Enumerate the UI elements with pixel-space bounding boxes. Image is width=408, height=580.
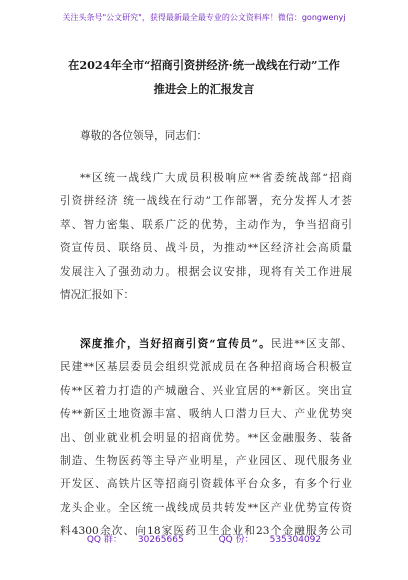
header-promo-note: 关注头条号"公文研究"，获得最新最全最专业的公文资料库！微信：gongwenyj [62, 13, 346, 22]
paragraph-line: 民建**区基层委员会组织党派成员在各种招商场合积极宣 [60, 361, 352, 374]
document-title-line-1: 在2024年全市“招商引资拼经济·统一战线在行动”工作 [68, 58, 340, 72]
footer-qq2-label: QQ 份： [218, 535, 254, 545]
paragraph-line: 龙头企业。全区统一战线成员共转发**区产业优势宣传资 [60, 501, 352, 514]
paragraph-line: 传**新区土地资源丰富、吸纳人口潜力巨大、产业优势突 [60, 408, 352, 421]
paragraph-line: **区统一战线广大成员积极响应**省委统战部“招商 [80, 172, 352, 184]
paragraph-line: 制造、生物医药等主导产业明星，产业园区、现代服务业 [60, 454, 352, 467]
footer-qq-label: QQ 群： [86, 535, 122, 545]
paragraph-line-rest: 民进**区支部、 [270, 338, 353, 350]
paragraph-line: 传**区着力打造的产城融合、兴业宜居的**新区。突出宣 [60, 384, 352, 397]
paragraph-first-line [60, 333, 352, 356]
paragraph-line: 开发区、高铁片区等招商引资载体平台众多，有多个行业 [60, 478, 352, 491]
footer-qq2-value: 535304092 [269, 535, 322, 545]
paragraph-line: 料4300余次、向18家医药卫生企业和23个金融服务公司 [60, 525, 352, 538]
paragraph-line: 萃、智力密集、联系广泛的优势，主动作为，争当招商引 [60, 218, 352, 231]
paragraph-intro [60, 167, 352, 307]
paragraph-line: 引资拼经济 统一战线在行动”工作部署，充分发挥人才荟 [60, 195, 352, 208]
section-heading: 深度推介，当好招商引资“宣传员”。 [80, 338, 271, 350]
footer-qq-group [79, 535, 192, 545]
footer-qq-second [211, 535, 330, 545]
paragraph-promotion [60, 333, 352, 544]
paragraph-line: 发展注入了强劲动力。根据会议安排，现将有关工作进展 [60, 265, 352, 278]
footer-qq-value: 30265665 [137, 535, 184, 545]
document-title-line-2: 推进会上的汇报发言 [153, 82, 255, 96]
paragraph-line: 情况汇报如下： [60, 288, 135, 301]
paragraph-line: 资宣传员、联络员、战斗员，为推动**区经济社会高质量 [60, 242, 352, 255]
salutation: 尊敬的各位领导，同志们： [80, 130, 208, 142]
paragraph-line: 出、创业就业机会明显的招商优势。**区金融服务、装备 [60, 431, 352, 444]
footer-contact [0, 532, 408, 545]
